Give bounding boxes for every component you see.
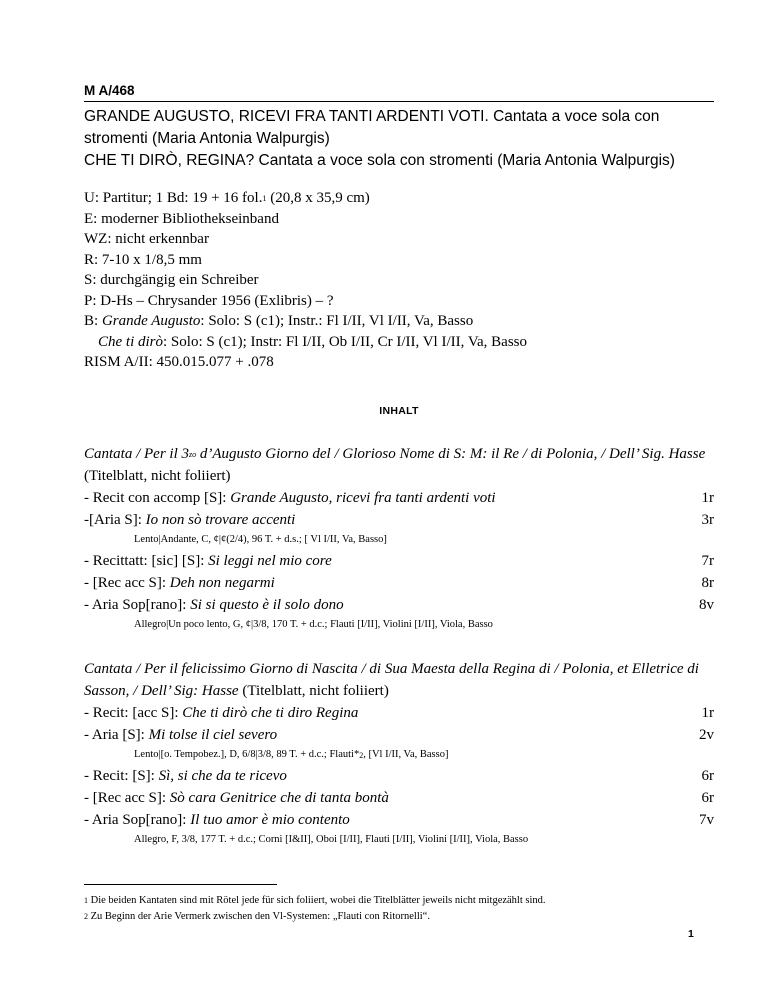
list-item: - [Rec acc S]: Deh non negarmi 8r bbox=[84, 572, 714, 594]
shelf-mark: M A/468 bbox=[84, 82, 714, 102]
list-item: - Recittatt: [sic] [S]: Si leggi nel mio core 7r bbox=[84, 550, 714, 572]
work-title-1: GRANDE AUGUSTO, RICEVI FRA TANTI ARDENTI VOTI. Cantata a voce sola con stromenti (Maria Antonia Walpurgis) bbox=[84, 108, 660, 147]
cantata-1-section bbox=[84, 443, 714, 632]
folio: 3r bbox=[701, 511, 714, 528]
folio: 1r bbox=[701, 489, 714, 506]
meta-s: S: durchgängig ein Schreiber bbox=[84, 272, 259, 288]
folio: 8r bbox=[701, 574, 714, 591]
meta-b1: B: Grande Augusto: Solo: S (c1); Instr.: Fl I/II, Vl I/II, Va, Basso bbox=[84, 313, 474, 329]
catalog-entry bbox=[84, 82, 714, 850]
list-item: - [Rec acc S]: Sò cara Genitrice che di tanta bontà 6r bbox=[84, 787, 714, 809]
meta-e: E: moderner Bibliothekseinband bbox=[84, 210, 279, 227]
footnote-divider bbox=[84, 884, 277, 885]
folio: 7v bbox=[699, 811, 714, 828]
footnote: $^1$ Die beiden Kantaten sind mit Rötel jede für sich foliiert, wobei die Titelblätter jeweils nicht mitgezählt sind. bbox=[84, 895, 546, 906]
meta-b2: Che ti dirò: Solo: S (c1); Instr: Fl I/II, Ob I/II, Cr I/II, Vl I/II, Va, Basso bbox=[98, 333, 528, 350]
meta-wz: WZ: nicht erkennbar bbox=[84, 231, 209, 247]
list-item: - Aria Sop[rano]: Si si questo è il solo dono 8v bbox=[84, 594, 714, 616]
list-item: - Recit: [acc S]: Che ti dirò che ti diro Regina 1r bbox=[84, 702, 714, 724]
meta-p: P: D-Hs – Chrysander 1956 (Exlibris) – ? bbox=[84, 292, 334, 309]
work-title-2: CHE TI DIRÒ, REGINA? Cantata a voce sola con stromenti (Maria Antonia Walpurgis) bbox=[84, 152, 675, 169]
meta-rism: RISM A/II: 450.015.077 + .078 bbox=[84, 354, 274, 370]
meta-r: R: 7-10 x 1/8,5 mm bbox=[84, 251, 202, 268]
list-item: - Aria Sop[rano]: Il tuo amor è mio contento 7v bbox=[84, 809, 714, 831]
cantata-2-title: Cantata / Per il felicissimo Giorno di Nascita / di Sua Maesta della Regina di / Polonia, et Elletrice di Sasson, / Dell’ Sig: Hasse (Titelblatt, nicht foliiert) bbox=[84, 660, 699, 699]
folio: 6r bbox=[701, 767, 714, 784]
movement-details: Allegro|Un poco lento, G, ¢|3/8, 170 T. + d.c.; Flauti [I/II], Violini [I/II], Viola, Basso bbox=[134, 618, 493, 630]
list-item: - Aria [S]: Mi tolse il ciel severo 2v bbox=[84, 724, 714, 746]
page-number: 1 bbox=[688, 928, 694, 940]
footnote-ref-1: 1 bbox=[262, 194, 267, 203]
cantata-1-title: Cantata / Per il $3^{zo}$ d’Augusto Giorno del / Glorioso Nome di S: M: il Re / di Polonia, / Dell’ Sig. Hasse (Titelblatt, nicht foliiert) bbox=[84, 445, 706, 484]
meta-u: U: Partitur; 1 Bd: 19 + 16 fol.$^1$ (20,8 x 35,9 cm) bbox=[84, 190, 370, 206]
folio: 6r bbox=[701, 789, 714, 806]
list-item: -[Aria S]: Io non sò trovare accenti 3r bbox=[84, 509, 714, 531]
folio: 1r bbox=[701, 704, 714, 721]
cantata-2-section bbox=[84, 658, 714, 847]
source-description bbox=[84, 188, 714, 373]
folio: 8v bbox=[699, 596, 714, 613]
work-titles bbox=[84, 106, 714, 172]
footnote: $^2$ Zu Beginn der Arie Vermerk zwischen den Vl-Systemen: „Flauti con Ritornelli“. bbox=[84, 911, 430, 922]
movement-details: Allegro, F, 3/8, 177 T. + d.c.; Corni [I&II], Oboi [I/II], Flauti [I/II], Violini [I/II], Viola, Basso bbox=[134, 833, 529, 845]
movement-details: Lento|[o. Tempobez.], D, 6/8|3/8, 89 T. + d.c.; Flauti*$^2$, [Vl I/II, Va, Basso] bbox=[134, 748, 449, 760]
folio: 7r bbox=[701, 552, 714, 569]
list-item: - Recit: [S]: Sì, si che da te ricevo 6r bbox=[84, 765, 714, 787]
list-item: - Recit con accomp [S]: Grande Augusto, ricevi fra tanti ardenti voti 1r bbox=[84, 487, 714, 509]
footnotes bbox=[84, 893, 724, 925]
folio: 2v bbox=[699, 726, 714, 743]
inhalt-heading: INHALT bbox=[379, 404, 419, 417]
footnote-ref-2: 2 bbox=[359, 750, 364, 760]
movement-details: Lento|Andante, C, ¢|¢(2/4), 96 T. + d.s.; [ Vl I/II, Va, Basso] bbox=[134, 533, 387, 545]
